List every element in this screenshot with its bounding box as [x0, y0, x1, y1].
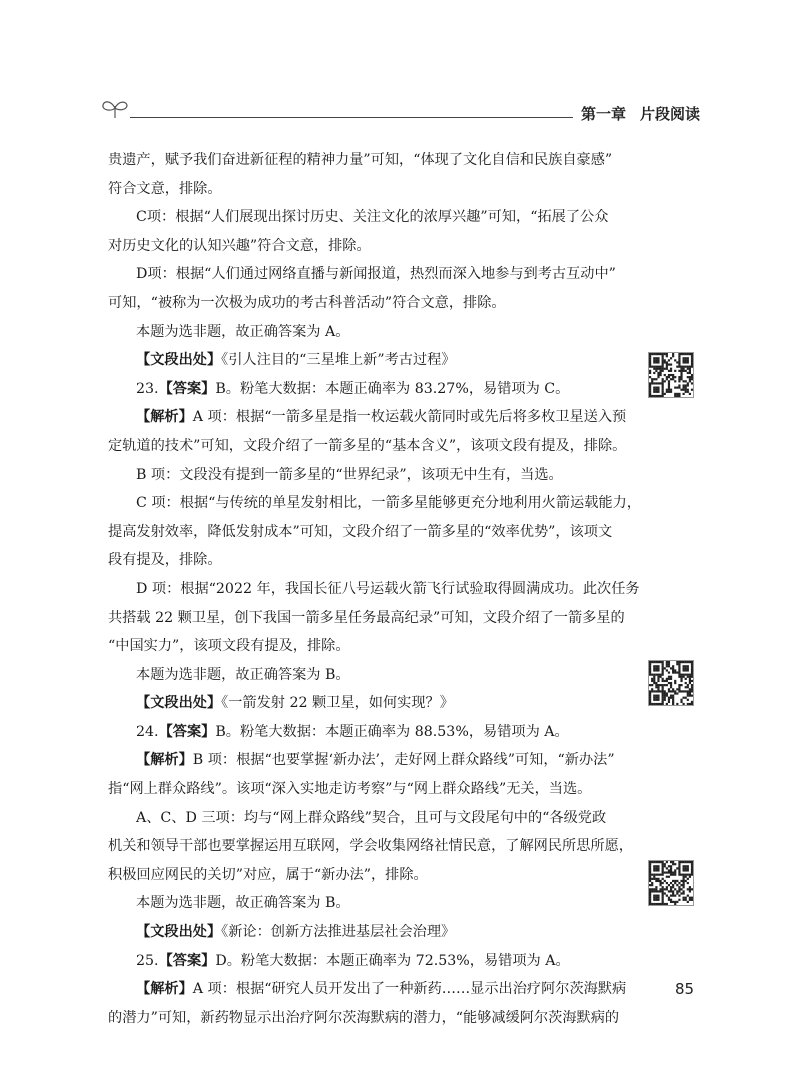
text-line: 的潜力”可知，新药物显示出治疗阿尔茨海默病的潜力，“能够减缓阿尔茨海默病的: [108, 1009, 620, 1026]
text-line: 本题为选非题，故正确答案为 B。: [136, 895, 350, 912]
source-tag: 【文段出处】: [136, 924, 222, 941]
text-line: 机关和领导干部也要掌握运用互联网，学会收集网络社情民意，了解网民所思所愿，: [108, 838, 633, 855]
text-line: D项：根据“人们通过网络直播与新闻报道，热烈而深入地参与到考古互动中”: [136, 266, 616, 283]
chapter-title: [573, 103, 700, 124]
text-line: 对历史文化的认知兴趣”符合文意，排除。: [108, 237, 371, 254]
source-title: 《新论：创新方法推进基层社会治理》: [221, 924, 456, 941]
analysis-line: [108, 977, 627, 1003]
answer-tag: 【答案】: [158, 952, 216, 969]
text-line: C项：根据“人们展现出探讨历史、关注文化的浓厚兴趣”可知，“拓展了公众: [136, 209, 609, 226]
answer-tag: 【答案】: [158, 380, 216, 397]
source-tag: 【文段出处】: [136, 695, 222, 712]
analysis-line: [108, 748, 620, 774]
analysis-text: A 项：根据“研究人员开发出了一种新药……显示出治疗阿尔茨海默病: [192, 981, 627, 998]
question-number: 23.: [136, 380, 159, 397]
text-line: 提高发射效率，降低发射成本”可知，文段介绍了一箭多星的“效率优势”，该项文: [108, 523, 613, 540]
answer-text: B。粉笔大数据：本题正确率为 83.27%，易错项为 C。: [215, 380, 570, 397]
analysis-text: B 项：根据“也要掌握‘新办法’，走好网上群众路线”可知，“新办法”: [192, 752, 615, 769]
text-line: 可知，“被称为一次极为成功的考古科普活动”符合文意，排除。: [108, 294, 506, 311]
answer-tag: 【答案】: [158, 723, 216, 740]
analysis-tag: 【解析】: [136, 752, 193, 769]
question-number: 25.: [136, 952, 159, 969]
leaf-sprout-icon: [100, 96, 130, 120]
source-line: [108, 691, 620, 717]
text-line: 符合文意，排除。: [108, 180, 222, 197]
qr-code-icon[interactable]: [648, 352, 694, 398]
text-line: 本题为选非题，故正确答案为 B。: [136, 666, 350, 683]
text-line: 定轨道的技术”可知，文段介绍了一箭多星的“基本含义”，该项文段有提及，排除。: [108, 437, 627, 454]
answer-text: D。粉笔大数据：本题正确率为 72.53%，易错项为 A。: [215, 952, 570, 969]
text-line: C 项：根据“与传统的单星发射相比，一箭多星能够更充分地利用火箭运载能力，: [136, 495, 641, 512]
analysis-line: [108, 405, 627, 431]
source-tag: 【文段出处】: [136, 352, 222, 369]
analysis-tag: 【解析】: [136, 981, 193, 998]
body-text: [108, 148, 641, 1034]
text-line: 指“网上群众路线”。该项“深入实地走访考察”与“网上群众路线”无关，当选。: [108, 781, 592, 798]
running-header: [100, 96, 700, 126]
source-line: [108, 920, 620, 946]
text-line: B 项：文段没有提到一箭多星的“世界纪录”，该项无中生有，当选。: [136, 466, 563, 483]
answer-line: [108, 377, 620, 403]
text-line: “中国实力”，该项文段有提及，排除。: [108, 638, 350, 655]
answer-line: [108, 720, 620, 746]
text-line: 本题为选非题，故正确答案为 A。: [136, 323, 350, 340]
text-line: 共搭载 22 颗卫星，创下我国一箭多星任务最高纪录”可知，文段介绍了一箭多星的: [108, 609, 625, 626]
question-number: 24.: [136, 723, 159, 740]
analysis-tag: 【解析】: [136, 409, 193, 426]
source-title: 《一箭发射 22 颗卫星，如何实现？》: [221, 695, 454, 712]
analysis-text: A 项：根据“一箭多星是指一枚运载火箭同时或先后将多枚卫星送入预: [192, 409, 627, 426]
text-line: D 项：根据“2022 年，我国长征八号运载火箭飞行试验取得圆满成功。此次任务: [136, 580, 640, 597]
qr-code-icon[interactable]: [648, 860, 694, 906]
text-line: 贵遗产，赋予我们奋进新征程的精神力量”可知，“体现了文化自信和民族自豪感”: [108, 152, 613, 168]
source-title: 《引人注目的“三星堆上新”考古过程》: [221, 352, 456, 369]
answer-text: B。粉笔大数据：本题正确率为 88.53%，易错项为 A。: [215, 723, 569, 740]
answer-line: [108, 949, 620, 975]
chapter-number: 第一章: [580, 105, 626, 123]
source-line: [108, 348, 620, 374]
text-line: 积极回应网民的关切”对应，属于“新办法”，排除。: [108, 866, 428, 883]
qr-code-icon[interactable]: [648, 660, 694, 706]
text-line: 段有提及，排除。: [108, 552, 222, 569]
text-line: A、C、D 三项：均与“网上群众路线”契合，且可与文段尾句中的“各级党政: [136, 809, 607, 826]
page-number: 85: [675, 980, 695, 998]
chapter-section: 片段阅读: [639, 105, 700, 123]
